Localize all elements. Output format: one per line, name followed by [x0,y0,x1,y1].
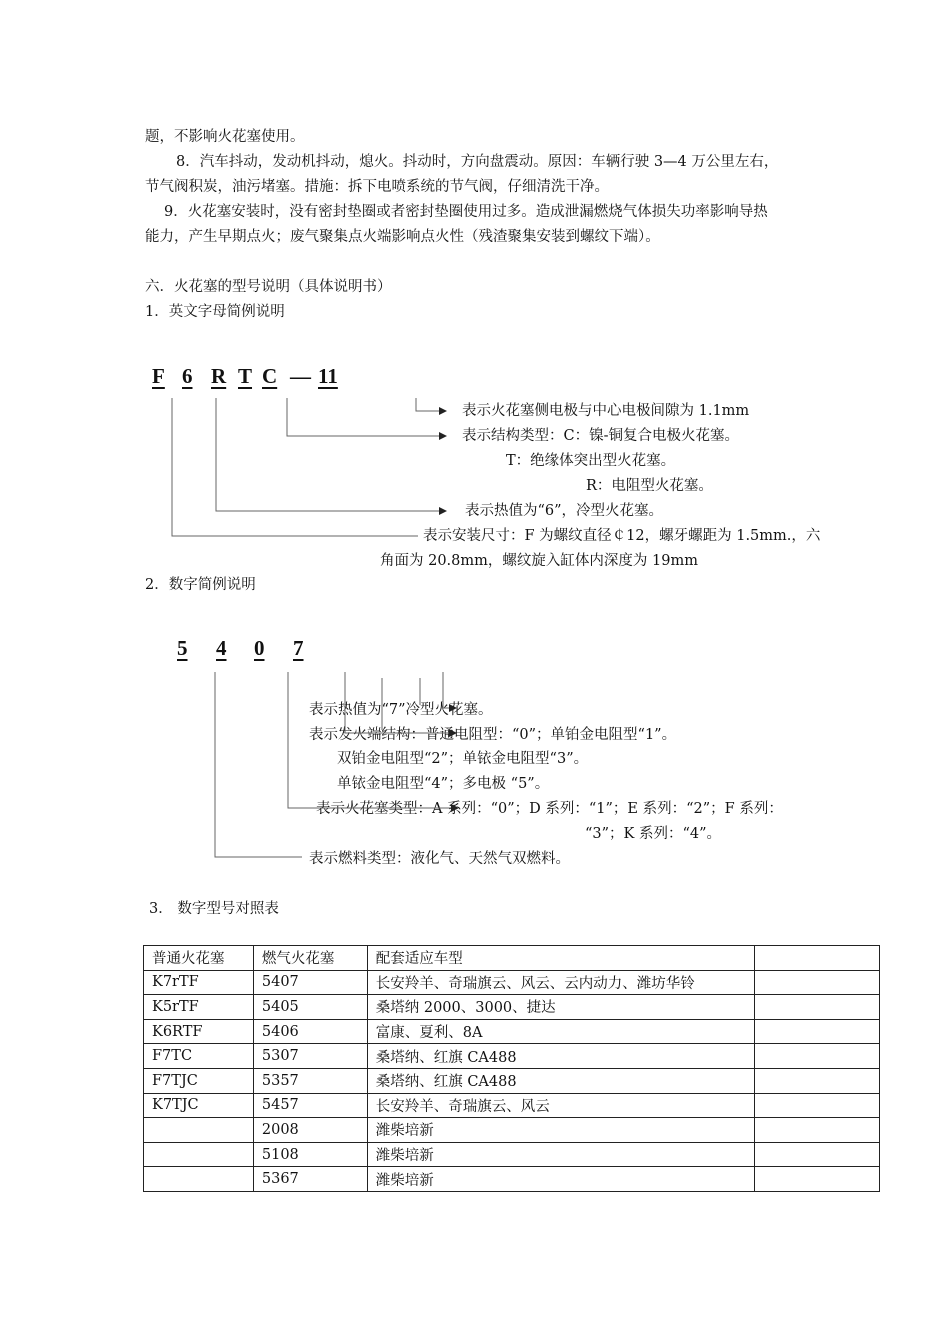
num-desc-fire-end-3: 单铱金电阻型“4”；多电极 “5”。 [337,776,550,792]
vehicle-models-cell: 潍柴培新 [367,1118,755,1143]
code-digit-0: 0 [254,636,265,660]
header-standard-plug: 普通火花塞 [144,946,254,971]
desc-gap: 表示火花塞侧电极与中心电极间隙为 1.1mm [462,403,750,419]
connector-heat [216,398,446,511]
table-row [144,1019,880,1044]
num-desc-heat: 表示热值为“7”冷型火花塞。 [309,702,493,718]
vehicle-models-cell: 桑塔纳 2000、3000、捷达 [367,995,755,1020]
code-char-r: R [211,364,227,388]
connector-gap [416,398,446,411]
gas-plug-cell: 2008 [253,1118,367,1143]
code-char-f: F [152,364,165,388]
vehicle-models-cell: 富康、夏利、8A [367,1019,755,1044]
desc-install-line-2: 角面为 20.8mm，螺纹旋入缸体内深度为 19mm [380,553,698,569]
code-digit-7: 7 [293,636,304,660]
num-desc-fire-end-2: 双铂金电阻型“2”；单铱金电阻型“3”。 [337,751,589,767]
num-desc-fuel: 表示燃料类型：液化气、天然气双燃料。 [309,851,570,867]
desc-r-type: R：电阻型火花塞。 [586,478,713,494]
connector-structure [287,398,446,436]
subsection-3-title: 3． 数字型号对照表 [149,901,279,917]
table-row [144,1142,880,1167]
spark-plug-reference-table [143,945,880,1192]
table-row [144,1044,880,1069]
code-char-dash: — [290,364,311,388]
num-desc-type-line-2: “3”；K 系列：“4”。 [585,826,722,842]
connector-num-fire-end [345,672,456,733]
paragraph-continuation: 题，不影响火花塞使用。 [145,129,305,145]
table-header-row [144,946,880,971]
code-char-t: T [238,364,253,388]
standard-plug-cell [144,1142,254,1167]
desc-structure: 表示结构类型：C：镍-铜复合电极火花塞。 [462,428,739,444]
subsection-2-title: 2．数字简例说明 [145,577,256,593]
gas-plug-cell: 5406 [253,1019,367,1044]
blank-cell [755,1167,880,1192]
vehicle-models-cell: 长安羚羊、奇瑞旗云、风云 [367,1093,755,1118]
paragraph-8-line-2: 节气阀积炭，油污堵塞。措施：拆下电喷系统的节气阀，仔细清洗干净。 [145,179,609,195]
desc-heat: 表示热值为“6”，冷型火花塞。 [465,503,664,519]
header-blank [755,946,880,971]
blank-cell [755,1093,880,1118]
blank-cell [755,1118,880,1143]
code-char-c: C [262,364,278,388]
standard-plug-cell: K7rTF [144,970,254,995]
blank-cell [755,970,880,995]
header-gas-plug: 燃气火花塞 [253,946,367,971]
paragraph-8-line-1: 8．汽车抖动，发动机抖动，熄火。抖动时，方向盘震动。原因：车辆行驶 3—4 万公里左右， [176,154,779,170]
vehicle-models-cell: 潍柴培新 [367,1142,755,1167]
gas-plug-cell: 5357 [253,1068,367,1093]
gas-plug-cell: 5367 [253,1167,367,1192]
vehicle-models-cell: 长安羚羊、奇瑞旗云、风云、云内动力、潍坊华铃 [367,970,755,995]
blank-cell [755,1068,880,1093]
connector-num-fuel [215,672,302,857]
code-digit-5: 5 [177,636,188,660]
code-char-11: 11 [318,364,338,388]
code-char-6: 6 [182,364,193,388]
paragraph-9-line-2: 能力，产生早期点火；废气聚集点火端影响点火性（残渣聚集安装到螺纹下端）。 [145,229,660,245]
standard-plug-cell: F7TJC [144,1068,254,1093]
vehicle-models-cell: 潍柴培新 [367,1167,755,1192]
standard-plug-cell [144,1167,254,1192]
gas-plug-cell: 5108 [253,1142,367,1167]
code-digit-4: 4 [216,636,227,660]
blank-cell [755,995,880,1020]
desc-install-line-1: 表示安装尺寸：F 为螺纹直径￠12，螺牙螺距为 1.5mm.，六 [423,528,821,544]
gas-plug-cell: 5405 [253,995,367,1020]
gas-plug-cell: 5407 [253,970,367,995]
subsection-1-title: 1．英文字母简例说明 [145,304,285,320]
connector-num-heat [443,672,456,708]
table-row [144,970,880,995]
vehicle-models-cell: 桑塔纳、红旗 CA488 [367,1044,755,1069]
num-desc-type-line-1: 表示火花塞类型：A 系列：“0”；D 系列：“1”；E 系列：“2”；F 系列： [316,801,783,817]
blank-cell [755,1142,880,1167]
standard-plug-cell: F7TC [144,1044,254,1069]
table-row [144,1167,880,1192]
connector-install [172,398,418,536]
connector-num-type [288,672,458,808]
section-6-title: 六．火花塞的型号说明（具体说明书） [145,279,392,295]
table-row [144,1118,880,1143]
desc-t-type: T：绝缘体突出型火花塞。 [506,453,676,469]
standard-plug-cell: K6RTF [144,1019,254,1044]
blank-cell [755,1019,880,1044]
num-desc-fire-end: 表示发火端结构：普通电阻型：“0”；单铂金电阻型“1”。 [309,727,677,743]
table-row [144,1068,880,1093]
blank-cell [755,1044,880,1069]
gas-plug-cell: 5457 [253,1093,367,1118]
paragraph-9-line-1: 9．火花塞安装时，没有密封垫圈或者密封垫圈使用过多。造成泄漏燃烧气体损失功率影响导热 [164,204,768,220]
vehicle-models-cell: 桑塔纳、红旗 CA488 [367,1068,755,1093]
standard-plug-cell: K7TJC [144,1093,254,1118]
gas-plug-cell: 5307 [253,1044,367,1069]
standard-plug-cell: K5rTF [144,995,254,1020]
header-vehicle-models: 配套适应车型 [367,946,755,971]
table-row [144,995,880,1020]
standard-plug-cell [144,1118,254,1143]
table-row [144,1093,880,1118]
